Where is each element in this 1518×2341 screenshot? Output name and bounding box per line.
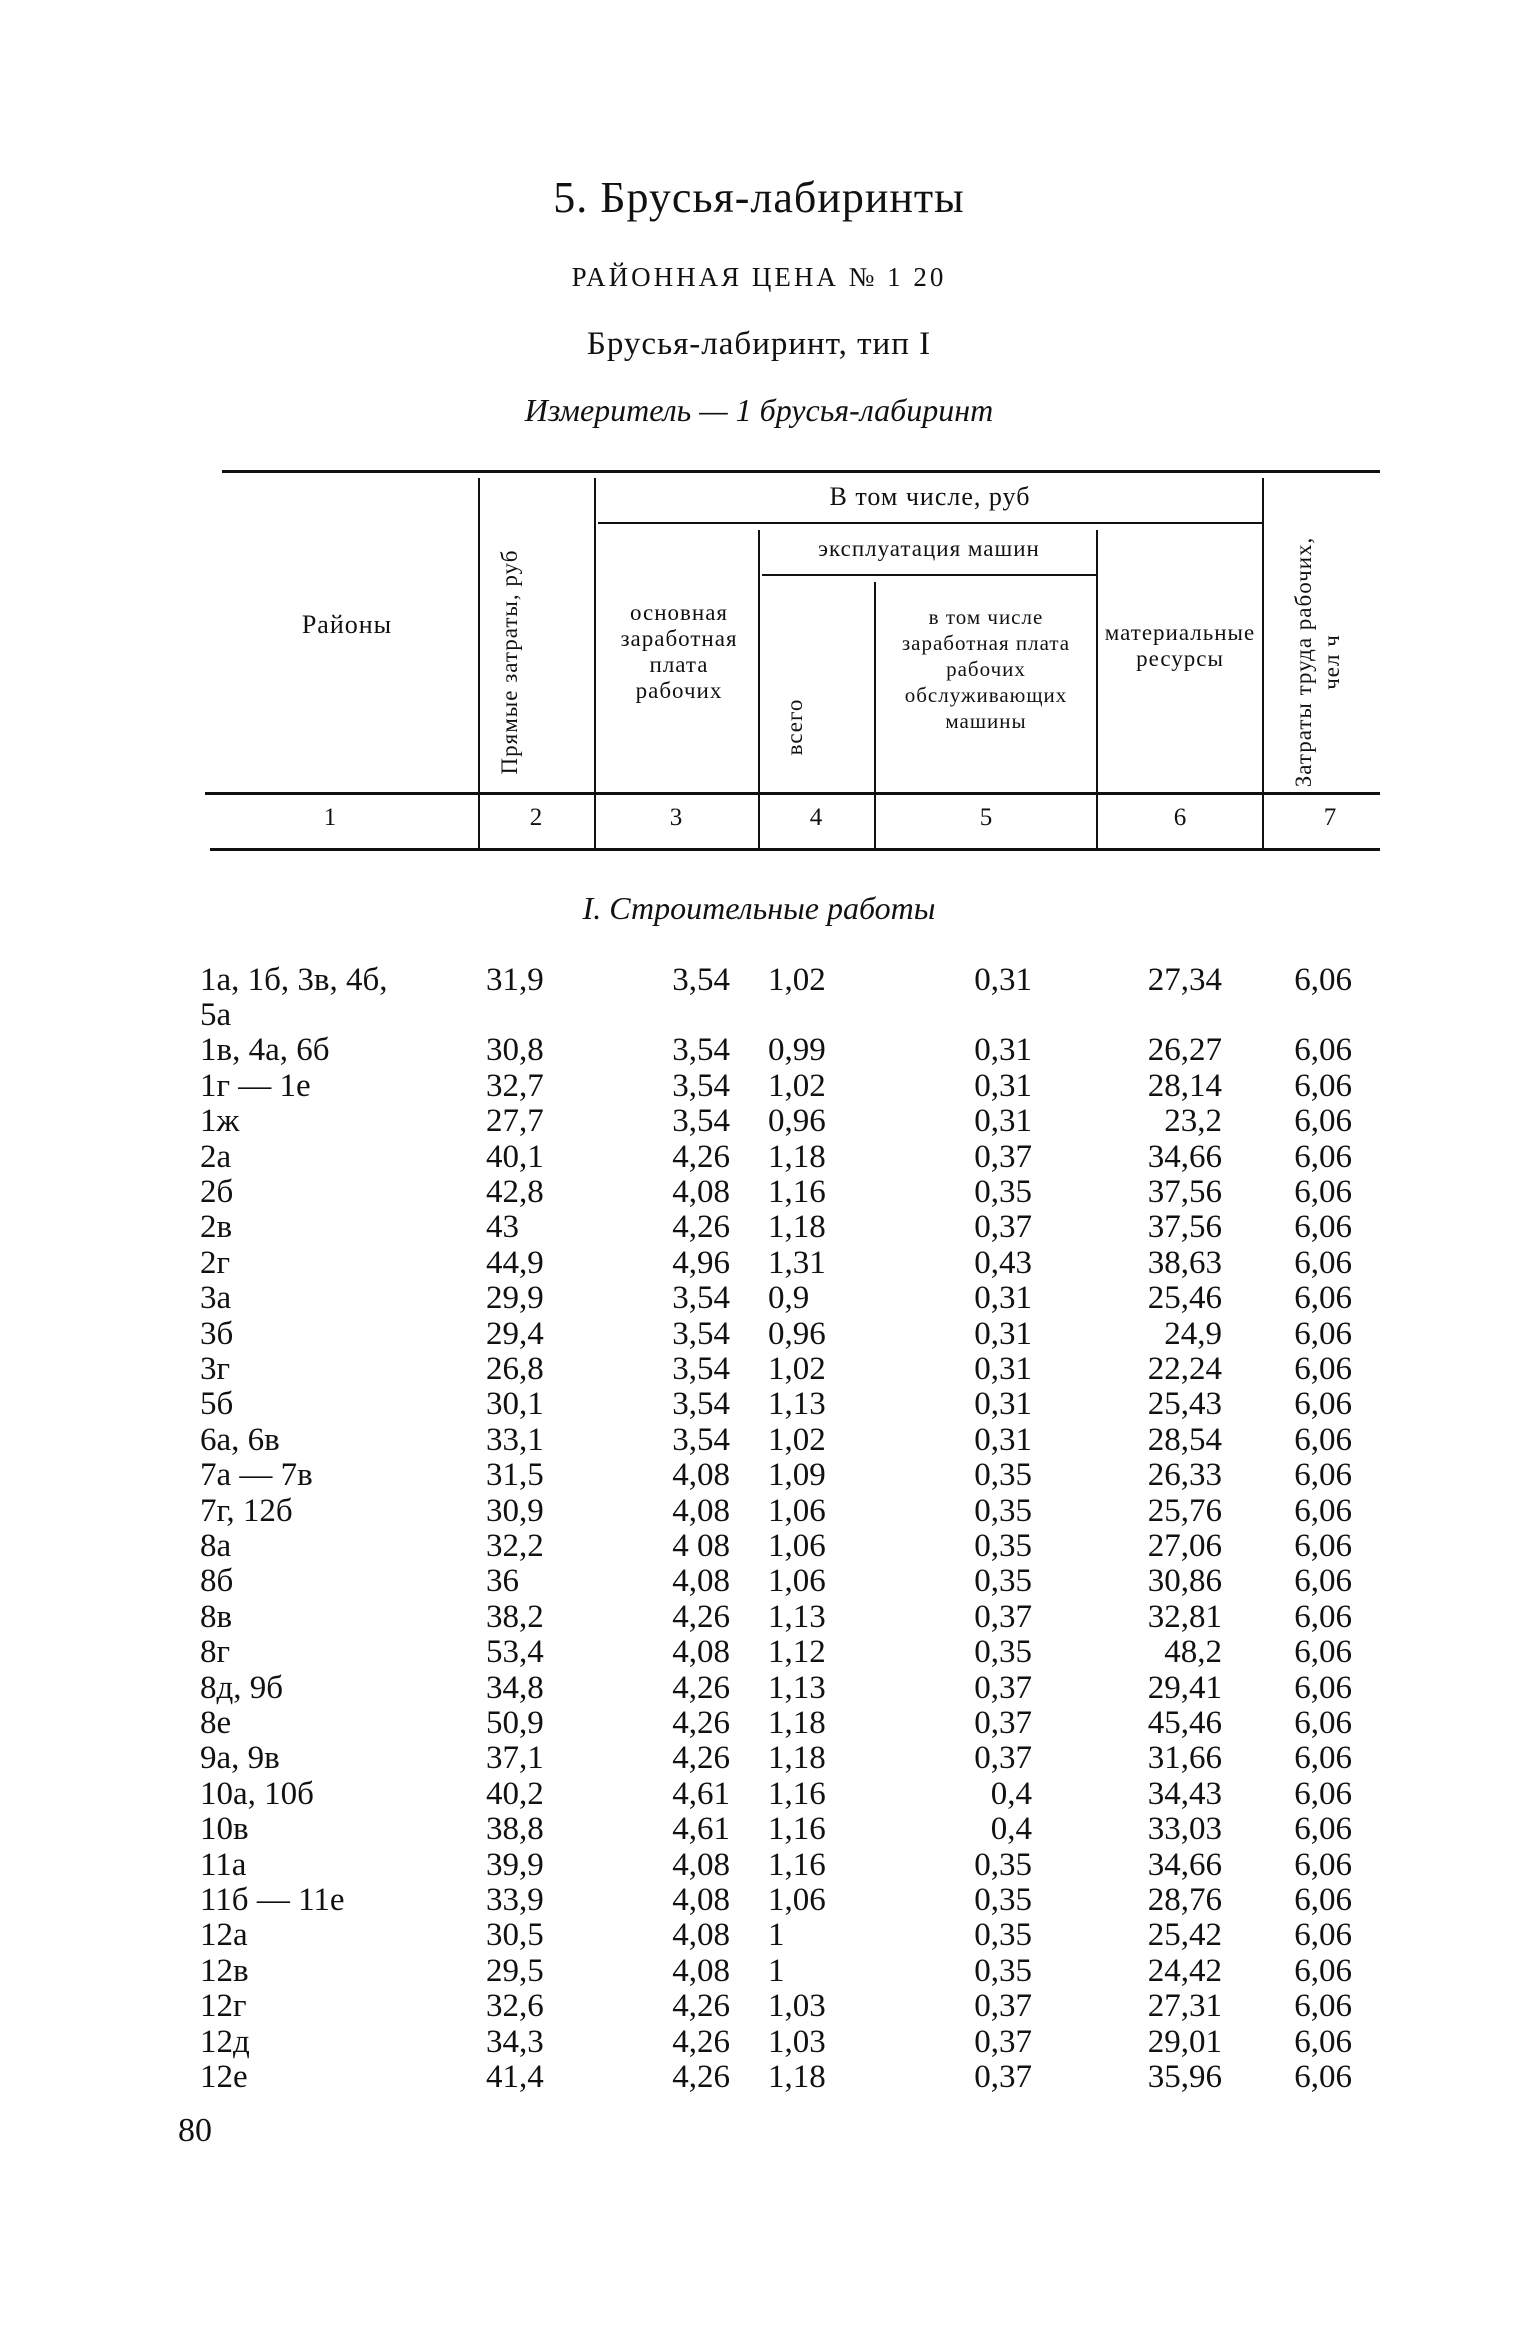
row-machines-total: 1,16 xyxy=(768,1811,826,1848)
row-machines-total: 1,02 xyxy=(768,1351,826,1387)
header-top-rule xyxy=(222,470,1380,473)
row-region: 8д, 9б xyxy=(200,1669,284,1706)
row-machine-wages: 0,31 xyxy=(974,1421,1032,1458)
page-title: 5. Брусья-лабиринты xyxy=(553,173,965,222)
row-region: 3г xyxy=(200,1351,231,1387)
row-labor: 6,06 xyxy=(1294,1351,1352,1387)
row-machine-wages: 0,37 xyxy=(974,1209,1032,1246)
row-machines-total: 1,06 xyxy=(768,1492,826,1529)
header-regions: Районы xyxy=(301,610,393,639)
row-wages: 3,54 xyxy=(672,1280,730,1317)
row-machines-total: 1,09 xyxy=(768,1457,826,1494)
row-machine-wages: 0,35 xyxy=(974,1492,1032,1529)
header-including: В том числе, руб xyxy=(829,482,1031,511)
row-direct-costs: 43 xyxy=(486,1209,519,1246)
row-machine-wages: 0,37 xyxy=(974,1705,1032,1741)
row-direct-costs: 40,2 xyxy=(486,1775,544,1812)
row-materials: 26,27 xyxy=(1147,1032,1222,1069)
row-machines-total: 1,06 xyxy=(768,1563,826,1600)
row-region: 11а xyxy=(200,1846,247,1883)
row-labor: 6,06 xyxy=(1294,1067,1352,1104)
row-machine-wages: 0,37 xyxy=(974,1740,1032,1777)
row-machine-wages: 0,31 xyxy=(974,1067,1032,1104)
row-wages: 4,08 xyxy=(672,1846,730,1883)
row-region: 8г xyxy=(200,1634,231,1671)
row-wages: 4,08 xyxy=(672,1634,730,1671)
row-region: 9а, 9в xyxy=(200,1740,280,1777)
colnum-bottom-rule xyxy=(210,848,1380,851)
row-wages: 4,26 xyxy=(672,1138,730,1175)
row-materials: 28,76 xyxy=(1147,1882,1222,1918)
row-materials: 23,2 xyxy=(1164,1103,1222,1140)
row-materials: 29,01 xyxy=(1147,2023,1222,2060)
row-wages: 4,26 xyxy=(672,1988,730,2025)
col-number: 3 xyxy=(669,804,683,831)
row-materials: 37,56 xyxy=(1147,1174,1222,1210)
row-machines-total: 1,18 xyxy=(768,2059,826,2095)
row-machines-total: 1,06 xyxy=(768,1528,826,1564)
row-machine-wages: 0,43 xyxy=(974,1244,1032,1281)
row-machines-total: 1,18 xyxy=(768,1209,826,1246)
type-heading: Брусья-лабиринт, тип I xyxy=(586,326,932,362)
row-materials: 48,2 xyxy=(1164,1634,1222,1671)
row-labor: 6,06 xyxy=(1294,1492,1352,1529)
row-machine-wages: 0,31 xyxy=(974,1351,1032,1387)
row-direct-costs: 29,9 xyxy=(486,1280,544,1317)
row-machine-wages: 0,35 xyxy=(974,1634,1032,1671)
row-direct-costs: 41,4 xyxy=(486,2059,544,2095)
row-wages: 3,54 xyxy=(672,1386,730,1423)
row-machines-total: 1,18 xyxy=(768,1138,826,1175)
row-labor: 6,06 xyxy=(1294,1740,1352,1777)
row-materials: 27,31 xyxy=(1147,1988,1222,2025)
row-region: 2б xyxy=(200,1174,234,1210)
row-machines-total: 1,13 xyxy=(768,1598,826,1635)
row-wages: 3,54 xyxy=(672,1421,730,1458)
row-materials: 33,03 xyxy=(1147,1811,1222,1848)
row-region: 5б xyxy=(200,1386,234,1423)
row-machines-total: 1,13 xyxy=(768,1386,826,1423)
row-direct-costs: 34,3 xyxy=(486,2023,544,2060)
row-labor: 6,06 xyxy=(1294,1244,1352,1281)
row-region: 12г xyxy=(200,1988,247,2025)
row-wages: 4,96 xyxy=(672,1244,730,1281)
row-labor: 6,06 xyxy=(1294,1917,1352,1954)
row-direct-costs: 33,9 xyxy=(486,1882,544,1918)
row-labor: 6,06 xyxy=(1294,1103,1352,1140)
row-direct-costs: 29,5 xyxy=(486,1952,544,1989)
row-direct-costs: 40,1 xyxy=(486,1138,544,1175)
row-wages: 4,08 xyxy=(672,1174,730,1210)
row-materials: 34,66 xyxy=(1147,1846,1222,1883)
row-region: 7а — 7в xyxy=(200,1457,313,1494)
row-region-continued: 5а xyxy=(200,997,232,1033)
row-region: 12е xyxy=(200,2059,248,2095)
row-direct-costs: 33,1 xyxy=(486,1421,544,1458)
row-materials: 25,76 xyxy=(1147,1492,1222,1529)
row-labor: 6,06 xyxy=(1294,1882,1352,1918)
row-materials: 28,14 xyxy=(1147,1067,1222,1104)
row-wages: 4,08 xyxy=(672,1563,730,1600)
row-direct-costs: 38,2 xyxy=(486,1598,544,1635)
row-materials: 22,24 xyxy=(1147,1351,1222,1387)
col-divider-3 xyxy=(758,530,760,848)
row-materials: 27,06 xyxy=(1147,1528,1222,1564)
row-materials: 34,43 xyxy=(1147,1775,1222,1812)
row-wages: 4,26 xyxy=(672,2059,730,2095)
row-region: 3б xyxy=(200,1315,234,1352)
row-materials: 28,54 xyxy=(1147,1421,1222,1458)
row-machines-total: 0,99 xyxy=(768,1032,826,1069)
row-region: 12в xyxy=(200,1952,249,1989)
col-number: 5 xyxy=(979,804,993,831)
row-materials: 37,56 xyxy=(1147,1209,1222,1246)
col-divider-4 xyxy=(874,582,876,848)
row-machine-wages: 0,31 xyxy=(974,1386,1032,1423)
row-labor: 6,06 xyxy=(1294,1846,1352,1883)
row-direct-costs: 30,1 xyxy=(486,1386,544,1423)
section-heading: I. Строительные работы xyxy=(582,890,936,926)
row-wages: 3,54 xyxy=(672,1103,730,1140)
row-region: 12д xyxy=(200,2023,250,2060)
row-labor: 6,06 xyxy=(1294,1952,1352,1989)
row-machine-wages: 0,31 xyxy=(974,1103,1032,1140)
row-labor: 6,06 xyxy=(1294,1421,1352,1458)
row-labor: 6,06 xyxy=(1294,2023,1352,2060)
row-region: 10а, 10б xyxy=(200,1775,314,1812)
row-region: 11б — 11е xyxy=(200,1882,345,1918)
row-machines-total: 1,31 xyxy=(768,1244,826,1281)
row-machines-total: 1,02 xyxy=(768,1067,826,1104)
row-region: 8в xyxy=(200,1598,233,1635)
row-materials: 24,9 xyxy=(1164,1315,1222,1352)
row-direct-costs: 50,9 xyxy=(486,1705,544,1741)
row-machines-total: 0,9 xyxy=(768,1280,810,1317)
row-machines-total: 1,16 xyxy=(768,1174,826,1210)
row-wages: 3,54 xyxy=(672,1351,730,1387)
header-wages: основная заработная плата рабочих xyxy=(620,600,738,703)
row-direct-costs: 32,6 xyxy=(486,1988,544,2025)
row-materials: 26,33 xyxy=(1147,1457,1222,1494)
row-machine-wages: 0,35 xyxy=(974,1563,1032,1600)
row-labor: 6,06 xyxy=(1294,1811,1352,1848)
row-wages: 4,61 xyxy=(672,1811,730,1848)
row-wages: 4,26 xyxy=(672,2023,730,2060)
col-number: 2 xyxy=(529,804,543,831)
row-wages: 4,61 xyxy=(672,1775,730,1812)
row-region: 7г, 12б xyxy=(200,1492,293,1529)
row-materials: 24,42 xyxy=(1147,1952,1222,1989)
header-total: всего xyxy=(782,698,807,756)
row-machine-wages: 0,31 xyxy=(974,1280,1032,1317)
row-machine-wages: 0,4 xyxy=(990,1775,1032,1812)
row-region: 3а xyxy=(200,1280,232,1317)
row-wages: 4,26 xyxy=(672,1705,730,1741)
row-region: 8б xyxy=(200,1563,234,1600)
row-labor: 6,06 xyxy=(1294,1209,1352,1246)
col-number: 4 xyxy=(809,804,823,831)
header-materials: материальные ресурсы xyxy=(1104,620,1256,671)
row-region: 1г — 1е xyxy=(200,1067,311,1104)
row-direct-costs: 30,8 xyxy=(486,1032,544,1069)
header-machines: эксплуатация машин xyxy=(818,536,1040,561)
row-region: 1в, 4а, 6б xyxy=(200,1032,330,1069)
row-machine-wages: 0,31 xyxy=(974,962,1032,998)
row-labor: 6,06 xyxy=(1294,1174,1352,1210)
row-materials: 30,86 xyxy=(1147,1563,1222,1600)
row-labor: 6,06 xyxy=(1294,1598,1352,1635)
row-machine-wages: 0,31 xyxy=(974,1032,1032,1069)
row-wages: 4,26 xyxy=(672,1740,730,1777)
row-machine-wages: 0,37 xyxy=(974,2023,1032,2060)
row-machine-wages: 0,35 xyxy=(974,1457,1032,1494)
row-region: 8е xyxy=(200,1705,232,1741)
unit-line: Измеритель — 1 брусья-лабиринт xyxy=(524,392,994,428)
row-materials: 29,41 xyxy=(1147,1669,1222,1706)
row-machine-wages: 0,37 xyxy=(974,1138,1032,1175)
row-machines-total: 0,96 xyxy=(768,1315,826,1352)
row-wages: 4,26 xyxy=(672,1209,730,1246)
row-direct-costs: 37,1 xyxy=(486,1740,544,1777)
row-machines-total: 1,02 xyxy=(768,1421,826,1458)
row-machine-wages: 0,4 xyxy=(990,1811,1032,1848)
row-labor: 6,06 xyxy=(1294,1775,1352,1812)
row-machine-wages: 0,37 xyxy=(974,1988,1032,2025)
row-materials: 25,46 xyxy=(1147,1280,1222,1317)
row-materials: 31,66 xyxy=(1147,1740,1222,1777)
row-machines-total: 1,02 xyxy=(768,962,826,998)
row-wages: 4,08 xyxy=(672,1492,730,1529)
header-bottom-rule xyxy=(205,792,1380,795)
row-wages: 3,54 xyxy=(672,1315,730,1352)
row-materials: 35,96 xyxy=(1147,2059,1222,2095)
row-labor: 6,06 xyxy=(1294,1705,1352,1741)
row-direct-costs: 32,2 xyxy=(486,1528,544,1564)
row-labor: 6,06 xyxy=(1294,1563,1352,1600)
row-direct-costs: 26,8 xyxy=(486,1351,544,1387)
row-labor: 6,06 xyxy=(1294,2059,1352,2095)
row-direct-costs: 34,8 xyxy=(486,1669,544,1706)
row-direct-costs: 39,9 xyxy=(486,1846,544,1883)
row-direct-costs: 30,9 xyxy=(486,1492,544,1529)
row-labor: 6,06 xyxy=(1294,962,1352,998)
row-machine-wages: 0,37 xyxy=(974,1598,1032,1635)
row-materials: 25,43 xyxy=(1147,1386,1222,1423)
row-direct-costs: 36 xyxy=(486,1563,519,1600)
row-region: 1ж xyxy=(200,1103,240,1140)
row-region: 10в xyxy=(200,1811,249,1848)
row-direct-costs: 31,5 xyxy=(486,1457,544,1494)
row-machines-total: 1,16 xyxy=(768,1775,826,1812)
row-direct-costs: 31,9 xyxy=(486,962,544,998)
row-machine-wages: 0,37 xyxy=(974,1669,1032,1706)
col-number: 1 xyxy=(323,804,337,831)
row-wages: 3,54 xyxy=(672,962,730,998)
row-machine-wages: 0,35 xyxy=(974,1917,1032,1954)
row-materials: 38,63 xyxy=(1147,1244,1222,1281)
row-machine-wages: 0,31 xyxy=(974,1315,1032,1352)
row-machines-total: 1,12 xyxy=(768,1634,826,1671)
row-wages: 4,26 xyxy=(672,1669,730,1706)
page-number: 80 xyxy=(178,2112,212,2149)
row-direct-costs: 42,8 xyxy=(486,1174,544,1210)
row-materials: 32,81 xyxy=(1147,1598,1222,1635)
row-wages: 4,08 xyxy=(672,1882,730,1918)
row-direct-costs: 30,5 xyxy=(486,1917,544,1954)
row-labor: 6,06 xyxy=(1294,1032,1352,1069)
row-labor: 6,06 xyxy=(1294,1634,1352,1671)
row-region: 2г xyxy=(200,1244,231,1281)
machines-rule xyxy=(762,574,1096,576)
row-materials: 34,66 xyxy=(1147,1138,1222,1175)
row-labor: 6,06 xyxy=(1294,1457,1352,1494)
row-materials: 27,34 xyxy=(1147,962,1222,998)
row-region: 8а xyxy=(200,1528,232,1564)
row-region: 2в xyxy=(200,1209,233,1246)
row-direct-costs: 53,4 xyxy=(486,1634,544,1671)
row-labor: 6,06 xyxy=(1294,1138,1352,1175)
including-rule xyxy=(598,522,1262,524)
col-number: 6 xyxy=(1173,804,1187,831)
row-machine-wages: 0,37 xyxy=(974,2059,1032,2095)
row-labor: 6,06 xyxy=(1294,1988,1352,2025)
row-machines-total: 1,13 xyxy=(768,1669,826,1706)
row-machines-total: 1 xyxy=(768,1917,785,1954)
col-number: 7 xyxy=(1323,804,1337,831)
row-direct-costs: 27,7 xyxy=(486,1103,544,1140)
row-wages: 4,26 xyxy=(672,1598,730,1635)
row-machines-total: 1,06 xyxy=(768,1882,826,1918)
price-subtitle: РАЙОННАЯ ЦЕНА № 1 20 xyxy=(571,262,947,292)
row-machines-total: 1,18 xyxy=(768,1740,826,1777)
row-wages: 3,54 xyxy=(672,1067,730,1104)
row-region: 6а, 6в xyxy=(200,1421,280,1458)
row-direct-costs: 38,8 xyxy=(486,1811,544,1848)
row-materials: 25,42 xyxy=(1147,1917,1222,1954)
col-divider-5 xyxy=(1096,530,1098,848)
row-wages: 4,08 xyxy=(672,1952,730,1989)
row-machines-total: 1 xyxy=(768,1952,785,1989)
row-direct-costs: 32,7 xyxy=(486,1067,544,1104)
row-region: 2а xyxy=(200,1138,232,1175)
row-labor: 6,06 xyxy=(1294,1315,1352,1352)
row-machines-total: 1,03 xyxy=(768,2023,826,2060)
header-direct-costs: Прямые затраты, руб xyxy=(497,549,522,775)
row-machine-wages: 0,35 xyxy=(974,1846,1032,1883)
row-machine-wages: 0,35 xyxy=(974,1882,1032,1918)
header-labor: Затраты труда рабочих, чел ч xyxy=(1291,536,1344,788)
row-labor: 6,06 xyxy=(1294,1669,1352,1706)
row-labor: 6,06 xyxy=(1294,1386,1352,1423)
row-labor: 6,06 xyxy=(1294,1280,1352,1317)
row-machines-total: 1,03 xyxy=(768,1988,826,2025)
row-region: 12а xyxy=(200,1917,248,1954)
row-direct-costs: 44,9 xyxy=(486,1244,544,1281)
row-wages: 4 08 xyxy=(672,1528,730,1564)
row-materials: 45,46 xyxy=(1147,1705,1222,1741)
row-wages: 4,08 xyxy=(672,1917,730,1954)
row-machine-wages: 0,35 xyxy=(974,1174,1032,1210)
header-machine-wages: в том числе заработная плата рабочих обслуживающих машины xyxy=(901,605,1071,733)
row-machines-total: 0,96 xyxy=(768,1103,826,1140)
row-machine-wages: 0,35 xyxy=(974,1528,1032,1564)
row-machines-total: 1,18 xyxy=(768,1705,826,1741)
row-labor: 6,06 xyxy=(1294,1528,1352,1564)
row-region: 1а, 1б, 3в, 4б, xyxy=(200,962,388,998)
row-direct-costs: 29,4 xyxy=(486,1315,544,1352)
row-wages: 4,08 xyxy=(672,1457,730,1494)
row-machine-wages: 0,35 xyxy=(974,1952,1032,1989)
row-machines-total: 1,16 xyxy=(768,1846,826,1883)
row-wages: 3,54 xyxy=(672,1032,730,1069)
